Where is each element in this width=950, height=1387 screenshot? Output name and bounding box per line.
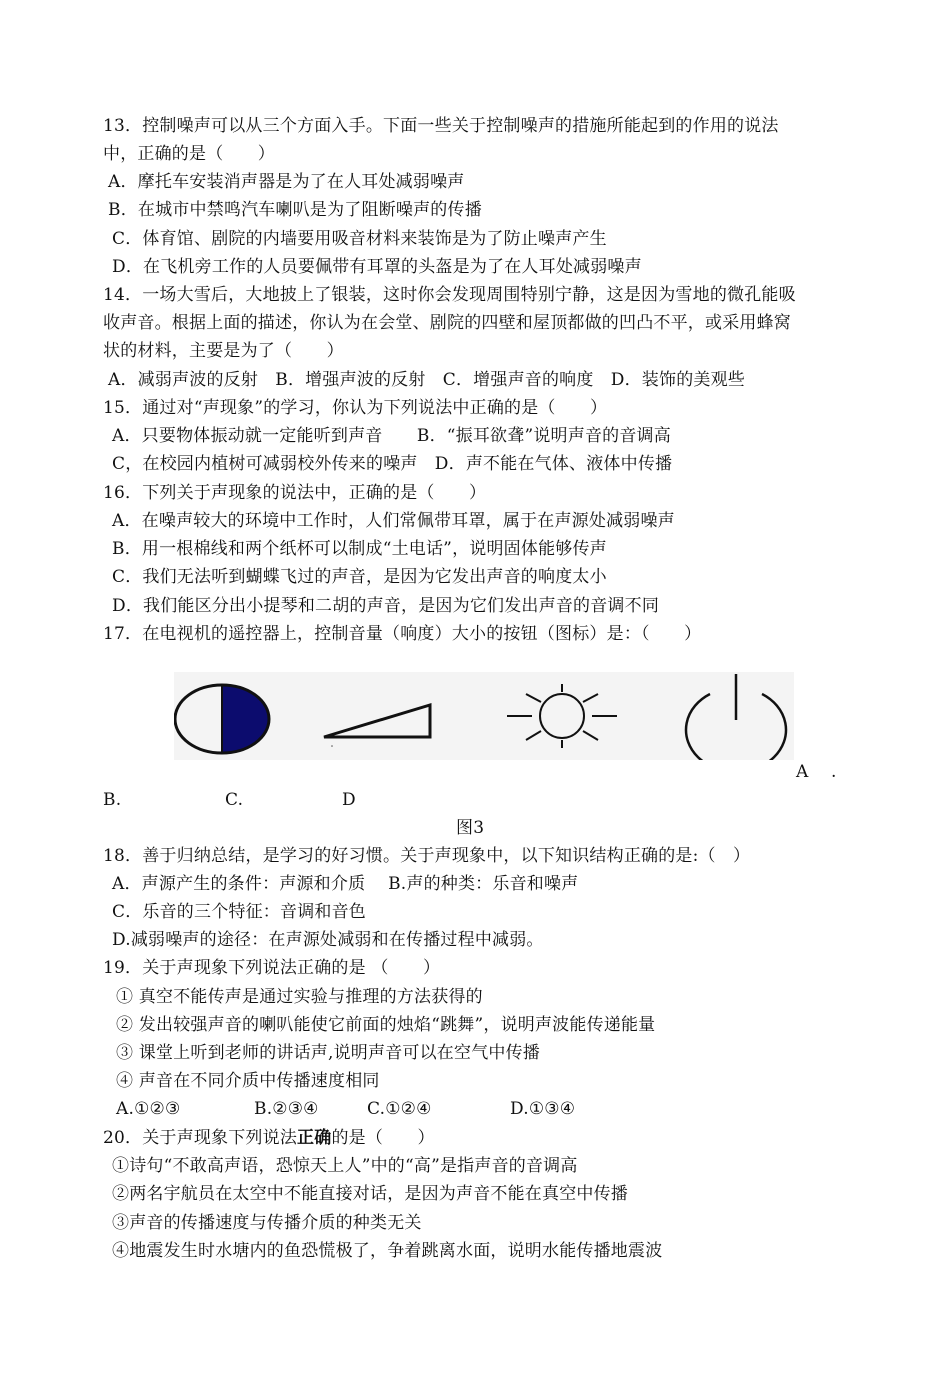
q16-stem: 16．下列关于声现象的说法中，正确的是（ ） (103, 483, 487, 503)
q14-stem-line2: 收声音。根据上面的描述，你认为在会堂、剧院的四壁和屋顶都做的凹凸不平，或采用蜂窝 (103, 313, 791, 333)
q13-stem-line2: 中，正确的是（ ） (103, 144, 275, 164)
q17-label-b: B. (103, 790, 122, 810)
q18-options-line2: C．乐音的三个特征：音调和音色 (112, 902, 367, 922)
q20-statement-2: ②两名宇航员在太空中不能直接对话，是因为声音不能在真空中传播 (112, 1184, 628, 1204)
q16-option-d: D．我们能区分出小提琴和二胡的声音，是因为它们发出声音的音调不同 (112, 596, 660, 616)
q19-statement-4: ④ 声音在不同介质中传播速度相同 (116, 1071, 380, 1091)
power-icon (686, 674, 786, 760)
q20-stem-bold: 正确 (297, 1128, 332, 1148)
q20-stem-suffix: 的是（ ） (331, 1128, 435, 1148)
volume-triangle-icon (324, 705, 430, 747)
q17-label-a: A (796, 762, 809, 782)
q18-options-line3: D.减弱噪声的途径：在声源处减弱和在传播过程中减弱。 (112, 930, 544, 950)
q19-choice-b: B.②③④ (254, 1099, 319, 1119)
q19-stem: 19．关于声现象下列说法正确的是 （ ） (103, 958, 441, 978)
q13-option-b: B．在城市中禁鸣汽车喇叭是为了阻断噪声的传播 (108, 200, 482, 220)
q20-statement-3: ③声音的传播速度与传播介质的种类无关 (112, 1213, 422, 1233)
q17-label-a-dot: . (831, 762, 837, 782)
q17-label-d: D (342, 790, 356, 810)
q16-option-c: C．我们无法听到蝴蝶飞过的声音，是因为它发出声音的响度太小 (112, 567, 607, 587)
brightness-sun-icon (507, 684, 617, 748)
contrast-icon (175, 685, 270, 753)
remote-icons-svg (174, 672, 794, 760)
q15-stem: 15．通过对“声现象”的学习，你认为下列说法中正确的是（ ） (103, 398, 608, 418)
q17-label-c: C. (225, 790, 244, 810)
q14-stem-line3: 状的材料，主要是为了（ ） (103, 341, 344, 361)
q19-choice-d: D.①③④ (510, 1099, 576, 1119)
q16-option-a: A．在噪声较大的环境中工作时，人们常佩带耳罩，属于在声源处减弱噪声 (112, 511, 675, 531)
q19-statement-1: ① 真空不能传声是通过实验与推理的方法获得的 (116, 987, 483, 1007)
q20-statement-1: ①诗句“不敢高声语，恐惊天上人”中的“高”是指声音的音调高 (112, 1156, 578, 1176)
q15-options-line2: C，在校园内植树可减弱校外传来的噪声 D．声不能在气体、液体中传播 (112, 454, 673, 474)
q16-option-b: B．用一根棉线和两个纸杯可以制成“土电话”，说明固体能够传声 (112, 539, 607, 559)
q18-options-line1: A．声源产生的条件：声源和介质 B.声的种类：乐音和噪声 (112, 874, 579, 894)
q13-option-d: D．在飞机旁工作的人员要佩带有耳罩的头盔是为了在人耳处减弱噪声 (112, 257, 642, 277)
q20-stem (103, 1128, 435, 1150)
q13-option-c: C．体育馆、剧院的内墙要用吸音材料来装饰是为了防止噪声产生 (112, 229, 607, 249)
q13-stem-line1: 13．控制噪声可以从三个方面入手。下面一些关于控制噪声的措施所能起到的作用的说法 (103, 116, 779, 136)
q17-stem: 17．在电视机的遥控器上，控制音量（响度）大小的按钮（图标）是：（ ） (103, 624, 702, 644)
q15-options-line1: A．只要物体振动就一定能听到声音 B．“振耳欲聋”说明声音的音调高 (112, 426, 671, 446)
figure-caption: 图3 (456, 818, 485, 838)
q19-statement-2: ② 发出较强声音的喇叭能使它前面的烛焰“跳舞”，说明声波能传递能量 (116, 1015, 656, 1035)
q14-options: A．减弱声波的反射 B．增强声波的反射 C．增强声音的响度 D．装饰的美观些 (108, 370, 746, 390)
q20-statement-4: ④地震发生时水塘内的鱼恐慌极了，争着跳离水面，说明水能传播地震波 (112, 1241, 663, 1261)
q19-statement-3: ③ 课堂上听到老师的讲话声,说明声音可以在空气中传播 (116, 1043, 541, 1063)
q20-stem-prefix: 20．关于声现象下列说法 (103, 1128, 298, 1148)
q17-figure (174, 672, 794, 760)
q19-choice-a: A.①②③ (116, 1099, 181, 1119)
q14-stem-line1: 14．一场大雪后，大地披上了银装，这时你会发现周围特别宁静，这是因为雪地的微孔能吸 (103, 285, 796, 305)
q19-choice-c: C.①②④ (367, 1099, 432, 1119)
q18-stem: 18．善于归纳总结，是学习的好习惯。关于声现象中，以下知识结构正确的是:（ ） (103, 846, 751, 866)
q13-option-a: A．摩托车安装消声器是为了在人耳处减弱噪声 (108, 172, 465, 192)
